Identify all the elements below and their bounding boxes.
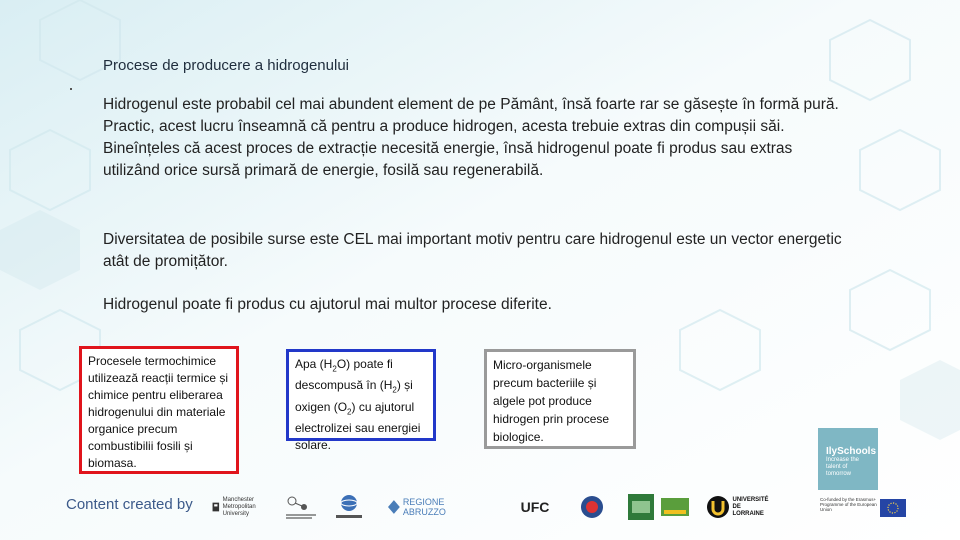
regione-emblem-icon bbox=[388, 500, 400, 514]
thermochemical-box bbox=[79, 346, 239, 474]
subscript-1: 2 bbox=[332, 364, 337, 374]
processes-paragraph: Hidrogenul poate fi produs cu ajutorul mai multor procese diferite. bbox=[103, 296, 552, 313]
intro-text-1: Hidrogenul este probabil cel mai abundent element de pe Pământ, însă foarte rar se găsește în formă pură. Practic, acest lucru înseamnă că pentru a produce hidrogen, acesta trebuie extras din compușii săi. bbox=[103, 96, 839, 135]
partner-logo-3 bbox=[331, 492, 367, 522]
manchester-crest-icon bbox=[212, 497, 220, 517]
electrolysis-text-a: Apa (H bbox=[295, 357, 333, 371]
erasmus-eu-logo bbox=[820, 495, 910, 521]
thermochemical-text: Procesele termochimice utilizează reacții termice și chimice pentru eliberarea hidrogenului din materiale organice precum combustibilii fosili și biomasa. bbox=[88, 354, 229, 470]
partner-logo-7 bbox=[626, 492, 656, 522]
electrolysis-text-d: ) cu ajutorul electrolizei sau energiei solare. bbox=[295, 399, 421, 453]
ufc-logo bbox=[515, 492, 555, 522]
eu-funding-text: Co-funded by the Erasmus+ Programme of the European Union bbox=[820, 497, 877, 512]
intro-text-2: Bineînțeles că acest proces de extracție necesită energie, însă hidrogenul poate fi produs sau extras utilizând orice sursă primară de energie, fosilă sau regenerabilă. bbox=[103, 140, 793, 179]
regione-text: REGIONE ABRUZZO bbox=[402, 497, 446, 517]
ufc-text: UFC bbox=[520, 499, 550, 515]
building-icon bbox=[627, 493, 655, 521]
diversity-paragraph: Diversitatea de posibile surse este CEL mai important motiv pentru care hidrogenul este un vector energetic atât de promițător. bbox=[103, 231, 842, 270]
ilyschools-title: IlySchools bbox=[826, 446, 877, 457]
biological-text: Micro-organismele precum bacteriile și algele pot produce hidrogen prin procese biologice. bbox=[493, 358, 610, 444]
manchester-logo bbox=[212, 492, 274, 522]
globe-icon bbox=[332, 493, 366, 521]
round-seal-icon bbox=[580, 495, 604, 519]
molecule-icon bbox=[282, 493, 320, 521]
electrolysis-text-b: O) poate fi descompusă în (H bbox=[295, 357, 393, 393]
partner-logo-8 bbox=[660, 492, 690, 522]
lorraine-emblem-icon bbox=[706, 495, 730, 519]
electrolysis-text-c: ) și oxigen (O bbox=[295, 378, 413, 414]
partner-logo-2 bbox=[281, 492, 321, 522]
bullet-dot bbox=[70, 88, 72, 90]
universite-lorraine-logo bbox=[703, 492, 775, 522]
subscript-3: 2 bbox=[347, 407, 352, 417]
biological-box bbox=[484, 349, 636, 449]
slide-title: Procese de producere a hidrogenului bbox=[103, 57, 349, 74]
subscript-2: 2 bbox=[392, 385, 397, 395]
eu-stars-icon bbox=[880, 499, 906, 517]
content-credit: Content created by bbox=[66, 496, 193, 513]
partner-logo-6 bbox=[579, 492, 605, 522]
green-block-icon bbox=[661, 496, 689, 518]
ilyschools-logo bbox=[818, 428, 878, 490]
electrolysis-box bbox=[286, 349, 436, 453]
ilyschools-subtitle: Increase the talent of tomorrow bbox=[826, 457, 860, 477]
manchester-text: Manchester Metropolitan University bbox=[222, 496, 256, 517]
intro-paragraph bbox=[103, 94, 843, 182]
eu-flag-icon bbox=[880, 499, 906, 517]
regione-abruzzo-logo bbox=[388, 492, 488, 522]
lorraine-text: UNIVERSITÉ DE LORRAINE bbox=[732, 496, 769, 517]
